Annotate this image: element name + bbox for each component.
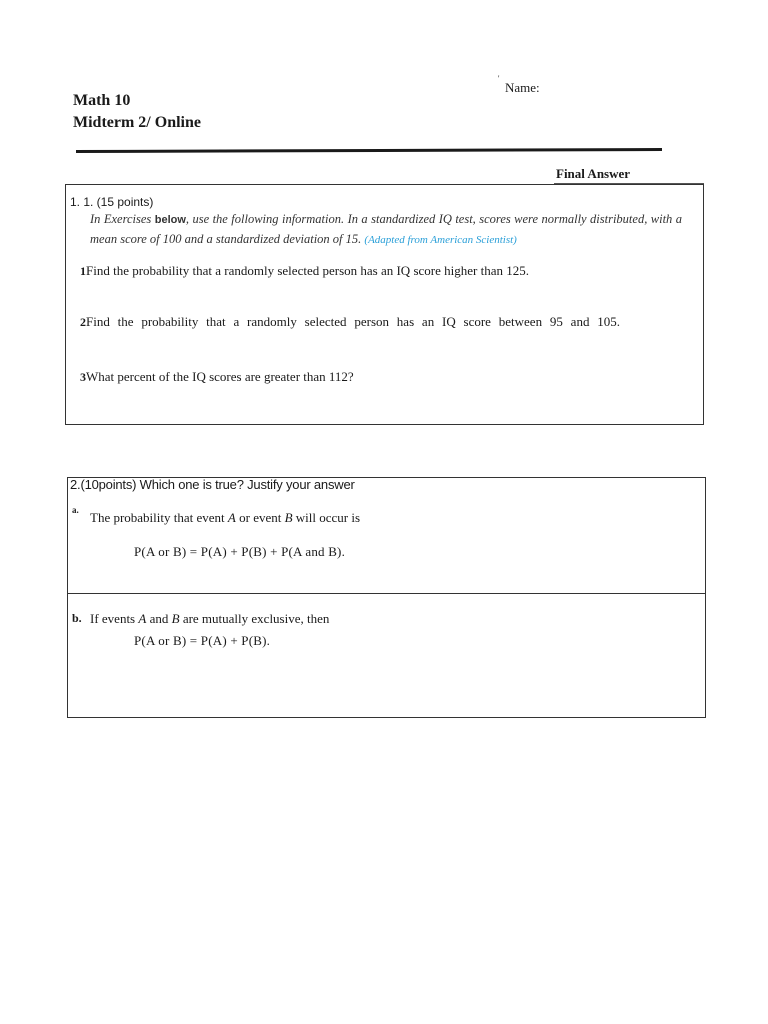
intro-bold: below [154, 214, 186, 226]
question-1-item-3 [80, 368, 354, 386]
question-2-heading: 2.(10points) Which one is true? Justify your answer [70, 477, 355, 492]
item-text: Find the probability that a randomly selected person has an IQ score higher than 125. [86, 263, 529, 278]
text: If events [90, 611, 139, 626]
question-1-item-1 [80, 262, 529, 280]
question-1-heading: 1. 1. (15 points) [70, 195, 154, 209]
item-number: 2 [80, 315, 86, 329]
item-text: Find the probability that a randomly selected person has an IQ score between 95 and 105. [86, 314, 620, 329]
item-number: 3 [80, 370, 86, 384]
item-number: 1 [80, 264, 86, 278]
question-2-divider [67, 593, 705, 594]
var-a: A [138, 611, 147, 626]
course-name: Math 10 [73, 92, 131, 109]
intro-source: (Adapted from American Scientist) [364, 234, 517, 246]
question-1-item-2 [80, 313, 620, 331]
name-label: Name: [505, 80, 540, 95]
option-b-label: b. [72, 611, 82, 625]
intro-pre: In Exercises [90, 212, 155, 226]
option-a-label: a. [72, 505, 79, 515]
final-answer-label: Final Answer [556, 166, 631, 181]
text: are mutually exclusive, then [179, 611, 330, 626]
text: or event [235, 510, 285, 525]
var-b: B [284, 510, 293, 525]
text: and [146, 611, 172, 626]
question-1-intro [90, 210, 682, 250]
var-b: B [171, 611, 180, 626]
text: The probability that event [90, 510, 228, 525]
var-a: A [227, 510, 236, 525]
header-rule [76, 148, 662, 153]
tick-mark: ' [498, 74, 500, 83]
option-b-formula: P(A or B) = P(A) + P(B). [134, 633, 271, 648]
text: will occur is [292, 510, 361, 525]
option-b-text [90, 611, 329, 627]
option-a-formula: P(A or B) = P(A) + P(B) + P(A and B). [134, 544, 346, 559]
exam-name: Midterm 2/ Online [73, 114, 201, 131]
item-text: What percent of the IQ scores are greater than 112? [86, 369, 354, 384]
option-a-text [90, 510, 360, 526]
course-title [73, 90, 201, 134]
intro-post: , use the following information. In a standardized IQ test, scores were normally distributed, with a mean score of 100 and a standardized deviation of 15. [90, 212, 682, 246]
